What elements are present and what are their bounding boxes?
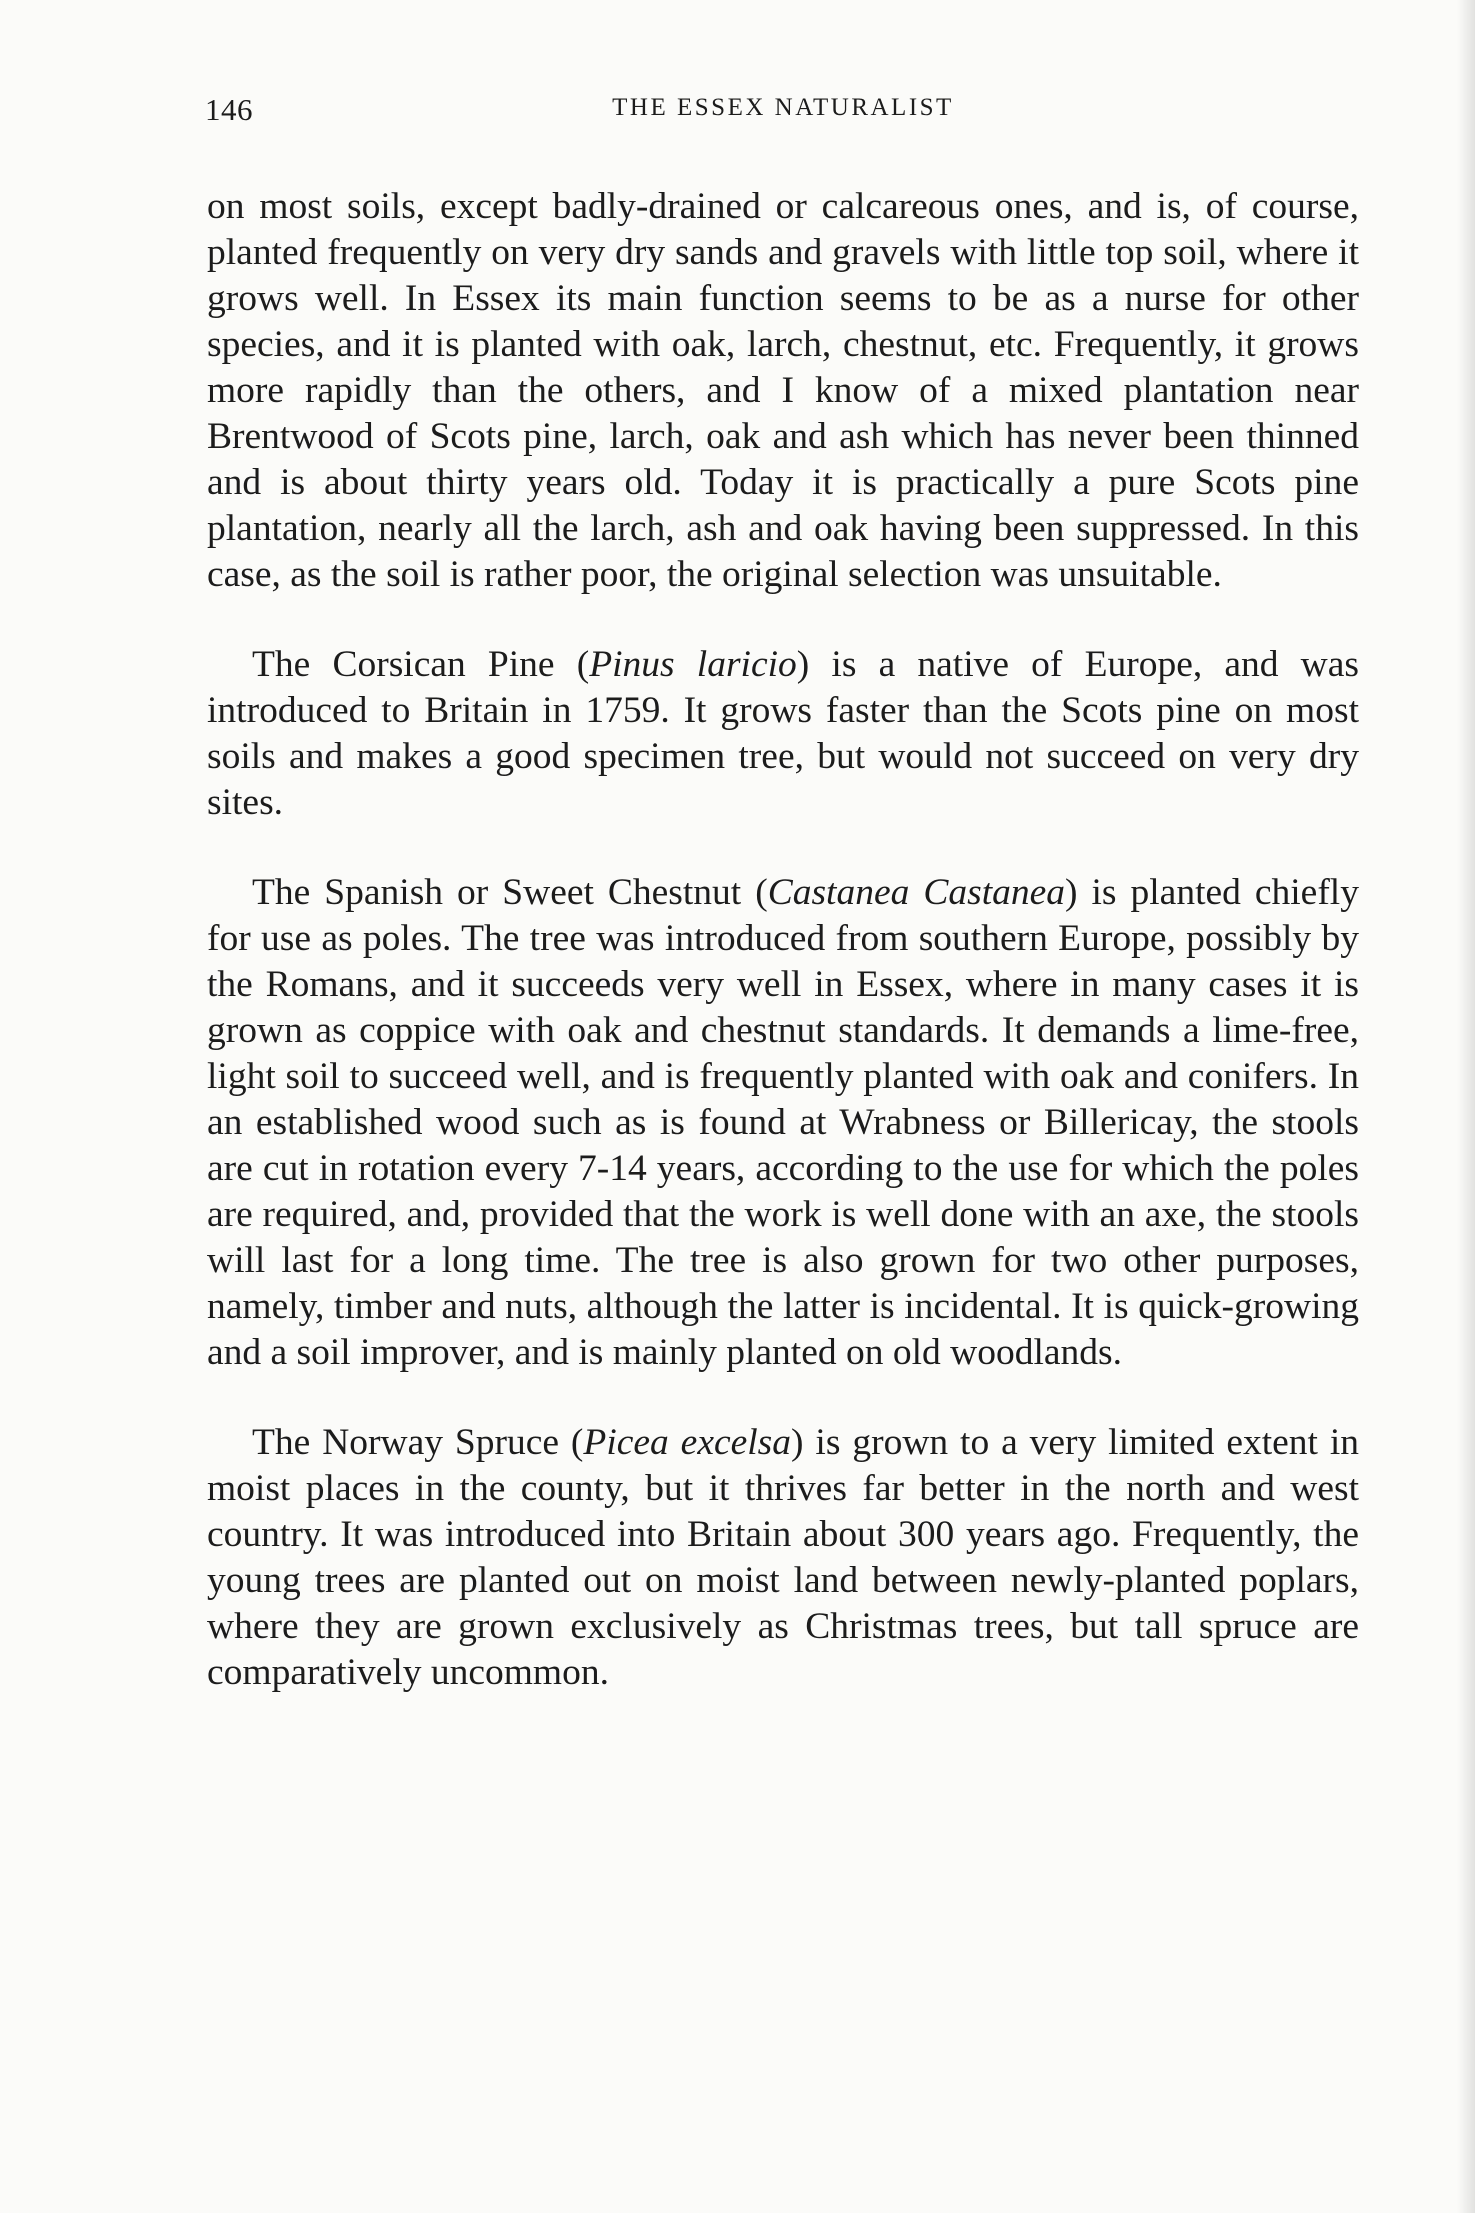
paragraph-text-start: The Spanish or Sweet Chestnut (	[252, 872, 768, 913]
latin-name: Picea excelsa	[583, 1422, 792, 1463]
page-number: 146	[205, 92, 253, 127]
paragraph-corsican-pine	[207, 642, 1359, 826]
paragraph-scots-pine-continued	[207, 184, 1359, 598]
latin-name: Pinus laricio	[589, 644, 797, 685]
paragraph-text: on most soils, except badly-drained or calcareous ones, and is, of course, planted frequently on very dry sands and gravels with little top soil, where it grows well. In Essex its main function seems to be as a nurse for other species, and it is planted with oak, larch, chestnut, etc. Frequently, it grows more rapidly than the others, and I know of a mixed plantation near Brentwood of Scots pine, larch, oak and ash which has never been thinned and is about thirty years old. Today it is practically a pure Scots pine plantation, nearly all the larch, ash and oak having been suppressed. In this case, as the soil is rather poor, the original selection was unsuitable.	[207, 186, 1359, 595]
paragraph-text-rest: ) is planted chiefly for use as poles. The tree was introduced from southern Europe, possibly by the Romans, and it succeeds very well in Essex, where in many cases it is grown as coppice with oak and chestnut standards. It demands a lime-free, light soil to succeed well, and is frequently planted with oak and conifers. In an established wood such as is found at Wrabness or Billericay, the stools are cut in rotation every 7-14 years, according to the use for which the poles are required, and, provided that the work is well done with an axe, the stools will last for a long time. The tree is also grown for two other purposes, namely, timber and nuts, although the latter is incidental. It is quick-growing and a soil improver, and is mainly planted on old woodlands.	[207, 872, 1359, 1373]
paragraph-sweet-chestnut	[207, 870, 1359, 1376]
page-edge-shadow	[1457, 0, 1475, 2213]
paragraph-text-start: The Norway Spruce (	[252, 1422, 584, 1463]
latin-name: Castanea Castanea	[767, 872, 1066, 913]
page-header	[205, 92, 1361, 132]
paragraph-norway-spruce	[207, 1420, 1359, 1696]
paragraph-text-start: The Corsican Pine (	[252, 644, 590, 685]
body-text	[207, 184, 1359, 1696]
paragraph-text-rest: ) is grown to a very limited extent in moist places in the county, but it thrives far better in the north and west country. It was introduced into Britain about 300 years ago. Frequently, the young trees are planted out on moist land between newly-planted poplars, where they are grown exclusively as Christmas trees, but tall spruce are comparatively uncommon.	[207, 1422, 1360, 1693]
paragraph-text-rest: ) is a native of Europe, and was introduced to Britain in 1759. It grows faster than the Scots pine on most soils and makes a good specimen tree, but would not succeed on very dry sites.	[207, 644, 1359, 823]
running-title: THE ESSEX NATURALIST	[612, 94, 954, 121]
